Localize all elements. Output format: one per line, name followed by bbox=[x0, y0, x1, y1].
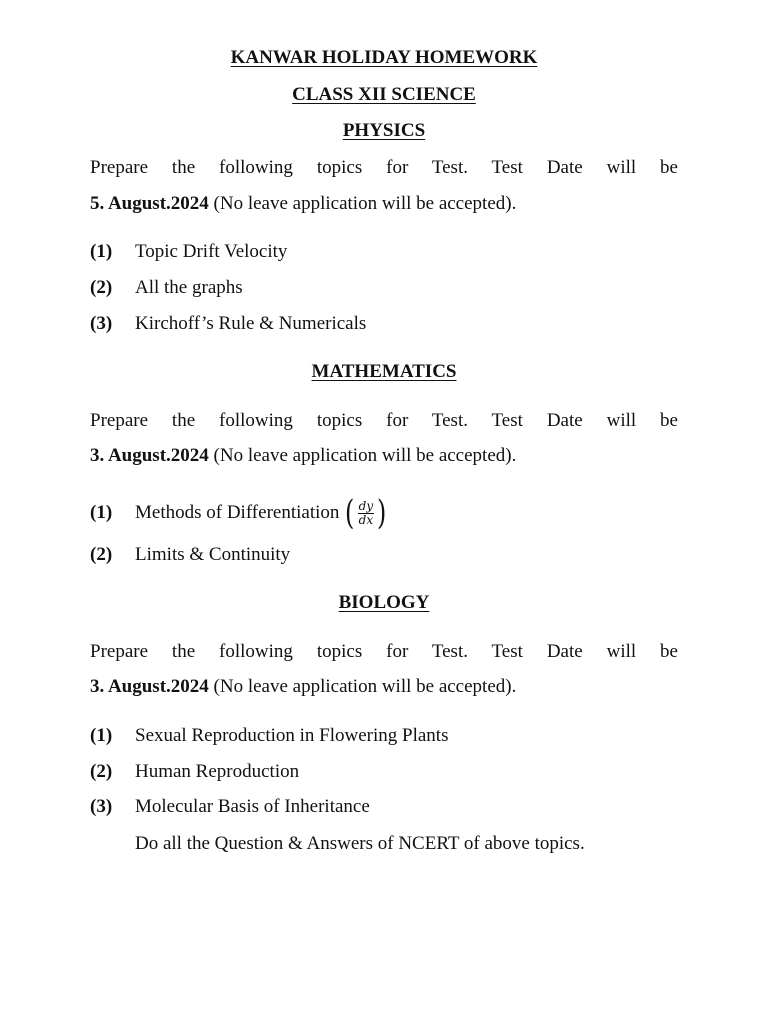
mathematics-date-line bbox=[90, 444, 678, 468]
biology-item-3 bbox=[90, 795, 370, 819]
mathematics-item-1 bbox=[90, 494, 388, 532]
physics-item-3 bbox=[90, 312, 366, 336]
biology-intro bbox=[90, 640, 678, 699]
physics-item-number: (3) bbox=[90, 313, 113, 334]
fraction bbox=[358, 500, 374, 527]
physics-date-line bbox=[90, 192, 678, 216]
biology-intro-line: Prepare the following topics for Test. Test Date will be bbox=[90, 641, 678, 662]
physics-item-1 bbox=[90, 240, 287, 264]
biology-heading: BIOLOGY bbox=[338, 592, 430, 613]
mathematics-item-number: (1) bbox=[90, 502, 113, 523]
ncert-instruction: Do all the Question & Answers of NCERT of above topics. bbox=[135, 833, 585, 854]
physics-test-date: 5. August.2024 bbox=[90, 193, 209, 214]
physics-item-text: All the graphs bbox=[135, 277, 243, 298]
fraction-numerator: dy bbox=[358, 498, 374, 513]
left-parenthesis: ( bbox=[345, 493, 355, 533]
right-parenthesis: ) bbox=[377, 493, 387, 533]
mathematics-test-date: 3. August.2024 bbox=[90, 445, 209, 466]
mathematics-heading: MATHEMATICS bbox=[311, 361, 457, 382]
mathematics-intro-line: Prepare the following topics for Test. Test Date will be bbox=[90, 410, 678, 431]
document-title: KANWAR HOLIDAY HOMEWORK bbox=[230, 47, 538, 68]
mathematics-item-number: (2) bbox=[90, 544, 113, 565]
mathematics-intro bbox=[90, 409, 678, 468]
mathematics-item-text: Limits & Continuity bbox=[135, 544, 291, 565]
physics-heading: PHYSICS bbox=[342, 120, 426, 141]
physics-item-text: Kirchoff’s Rule & Numericals bbox=[135, 313, 367, 334]
fraction-denominator: dx bbox=[358, 512, 374, 527]
physics-intro-line: Prepare the following topics for Test. Test Date will be bbox=[90, 157, 678, 178]
biology-item-text: Molecular Basis of Inheritance bbox=[135, 796, 370, 817]
biology-item-1 bbox=[90, 724, 448, 748]
biology-item-2 bbox=[90, 760, 299, 784]
mathematics-item-text: Methods of Differentiation bbox=[135, 502, 340, 523]
dy-dx-fraction bbox=[343, 493, 388, 533]
biology-item-number: (2) bbox=[90, 761, 113, 782]
physics-item-2 bbox=[90, 276, 243, 300]
mathematics-leave-note: (No leave application will be accepted). bbox=[208, 445, 517, 466]
biology-item-number: (1) bbox=[90, 725, 113, 746]
class-heading: CLASS XII SCIENCE bbox=[292, 84, 476, 105]
mathematics-item-2 bbox=[90, 543, 290, 567]
biology-item-text: Sexual Reproduction in Flowering Plants bbox=[135, 725, 449, 746]
biology-test-date: 3. August.2024 bbox=[90, 676, 209, 697]
physics-leave-note: (No leave application will be accepted). bbox=[208, 193, 517, 214]
physics-item-number: (1) bbox=[90, 241, 113, 262]
physics-item-text: Topic Drift Velocity bbox=[135, 241, 288, 262]
biology-leave-note: (No leave application will be accepted). bbox=[208, 676, 517, 697]
biology-date-line bbox=[90, 675, 678, 699]
physics-intro bbox=[90, 156, 678, 216]
biology-item-text: Human Reproduction bbox=[135, 761, 300, 782]
physics-item-number: (2) bbox=[90, 277, 113, 298]
biology-item-number: (3) bbox=[90, 796, 113, 817]
